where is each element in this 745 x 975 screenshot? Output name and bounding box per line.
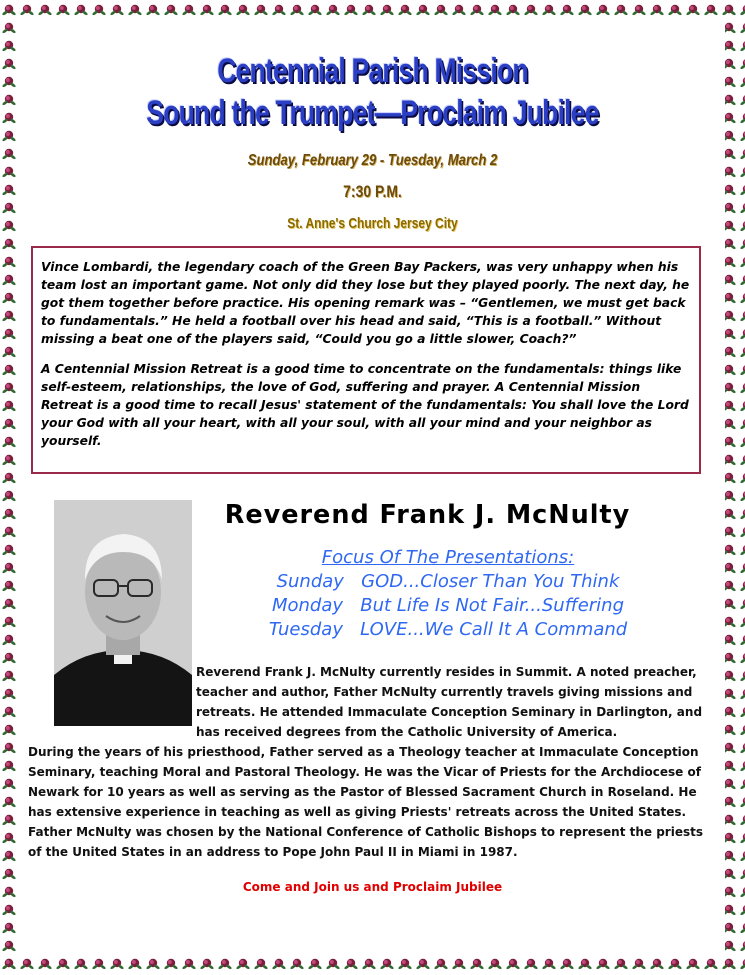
flyer: [28, 22, 717, 952]
session-row: [228, 570, 668, 594]
speaker-biography: [28, 662, 717, 862]
title-line-2: Sound the Trumpet—Proclaim Jubilee: [146, 94, 599, 132]
session-day: Tuesday: [268, 619, 343, 640]
session-day: Sunday: [276, 571, 344, 592]
session-row: [228, 594, 668, 618]
event-time: 7:30 P.M.: [343, 182, 402, 201]
speaker-name: Reverend Frank J. McNulty: [224, 500, 631, 530]
story-paragraph-2: A Centennial Mission Retreat is a good time to concentrate on the fundamentals: things like self-esteem, relationships, the love of God, suffering and prayer. A Centennial Mission Retreat is a good time to recall Jesus' statement of the fundamentals: You shall love the Lord your God with all your heart, with all your soul, with all your mind and your neighbor as yourself.: [41, 362, 689, 448]
session-topic: LOVE...We Call It A Command: [360, 619, 628, 640]
presentations-list: [228, 546, 668, 642]
event-dates: Sunday, February 29 - Tuesday, March 2: [247, 152, 498, 169]
invitation-text: Come and Join us and Proclaim Jubilee: [242, 880, 503, 894]
bio-paragraph-1: Reverend Frank J. McNulty currently resides in Summit. A noted preacher, teacher and author, Father McNulty currently travels giving missions and retreats. He attended Immaculate Conception Seminary in Darlington, and has received degrees from the Catholic University of America.: [196, 665, 703, 739]
session-topic: But Life Is Not Fair...Suffering: [360, 595, 625, 616]
session-row: [228, 618, 668, 642]
title-line-1: Centennial Parish Mission: [217, 52, 528, 90]
event-location: St. Anne's Church Jersey City: [287, 215, 458, 232]
session-topic: GOD...Closer Than You Think: [361, 571, 620, 592]
story-paragraph-1: Vince Lombardi, the legendary coach of the Green Bay Packers, was very unhappy when his team lost an important game. Not only did they lose but they played poorly. The next day, he got them together before practice. His opening remark was – “Gentlemen, we must get back to fundamentals.” He held a football over his head and said, “This is a football.” Without missing a beat one of the players said, “Could you go a little slower, Coach?”: [41, 260, 690, 346]
focus-heading: Focus Of The Presentations:: [321, 547, 575, 568]
bio-paragraph-2: During the years of his priesthood, Father served as a Theology teacher at Immaculate Conception Seminary, teaching Moral and Pastoral Theology. He was the Vicar of Priests for the Archdiocese of Newark for 10 years as well as serving as the Pastor of Blessed Sacrament Church in Roseland. He has extensive experience in teaching as well as giving Priests' retreats across the United States. Father McNulty was chosen by the National Conference of Catholic Bishops to represent the priests of the United States in an address to Pope John Paul II in Miami in 1987.: [28, 745, 703, 859]
session-day: Monday: [271, 595, 344, 616]
lombardi-story-box: [31, 246, 701, 474]
